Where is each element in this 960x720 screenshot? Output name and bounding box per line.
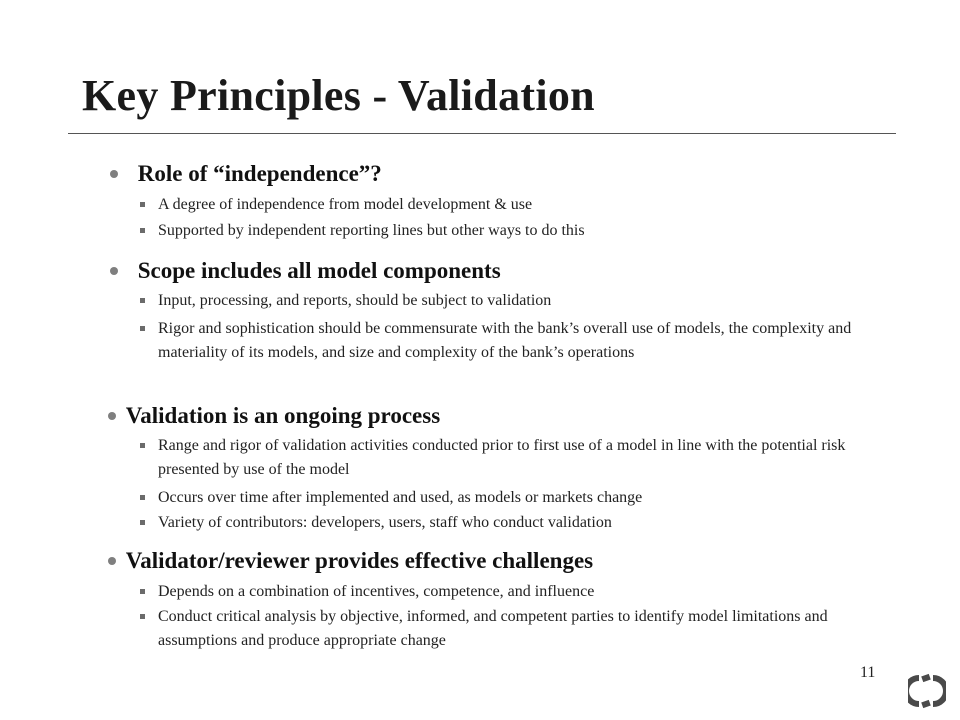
list-item: Input, processing, and reports, should be subject to validation	[140, 289, 850, 313]
square-bullet-icon	[140, 202, 145, 207]
bullet-dot-icon	[110, 170, 118, 178]
page-number: 11	[860, 664, 876, 681]
slide-title: Key Principles - Validation	[82, 71, 595, 120]
square-bullet-icon	[140, 495, 145, 500]
square-bullet-icon	[140, 589, 145, 594]
list-item: Occurs over time after implemented and used, as models or markets change	[140, 486, 875, 510]
square-bullet-icon	[140, 298, 145, 303]
section-heading-ongoing	[108, 403, 440, 429]
list-item: Supported by independent reporting lines but other ways to do this	[140, 219, 840, 243]
section-heading-text: Validation is an ongoing process	[125, 403, 441, 428]
square-bullet-icon	[140, 443, 145, 448]
list-item: Conduct critical analysis by objective, informed, and competent parties to identify model limitations and assumptions and produce appropriate change	[140, 605, 875, 653]
square-bullet-icon	[140, 326, 145, 331]
section-heading-text: Role of “independence”?	[137, 161, 382, 186]
bullet-dot-icon	[108, 557, 116, 565]
section-heading-scope	[110, 258, 501, 284]
section-heading-text: Validator/reviewer provides effective challenges	[125, 548, 594, 573]
list-item: Depends on a combination of incentives, competence, and influence	[140, 580, 875, 604]
list-item: Rigor and sophistication should be commensurate with the bank’s overall use of models, the complexity and materiality of its models, and size and complexity of the bank’s operations	[140, 317, 862, 365]
square-bullet-icon	[140, 614, 145, 619]
section-heading-challenges	[108, 548, 593, 574]
square-bullet-icon	[140, 228, 145, 233]
list-item: Variety of contributors: developers, users, staff who conduct validation	[140, 511, 875, 535]
list-item: A degree of independence from model development & use	[140, 193, 840, 217]
list-item: Range and rigor of validation activities conducted prior to first use of a model in line with the potential risk presented by use of the model	[140, 434, 875, 482]
bullet-dot-icon	[110, 267, 118, 275]
section-heading-text: Scope includes all model components	[137, 258, 501, 283]
brand-logo-icon	[908, 672, 946, 710]
bullet-dot-icon	[108, 412, 116, 420]
section-heading-independence	[110, 161, 382, 187]
square-bullet-icon	[140, 520, 145, 525]
